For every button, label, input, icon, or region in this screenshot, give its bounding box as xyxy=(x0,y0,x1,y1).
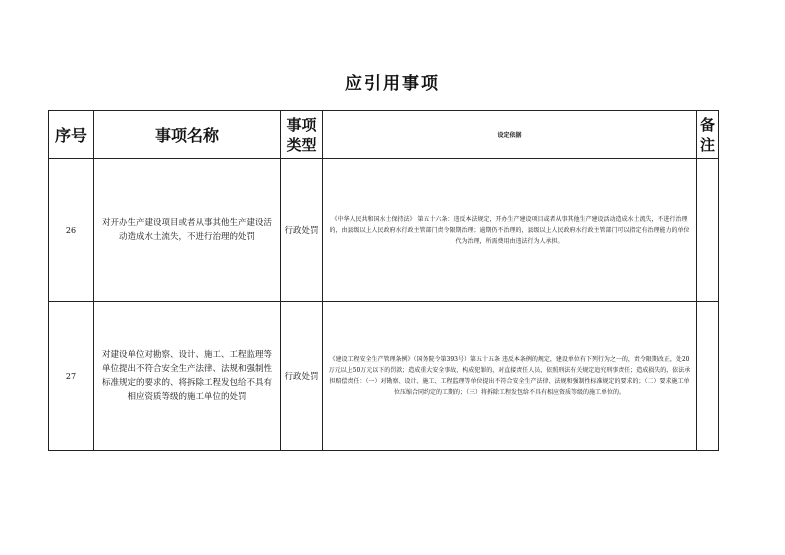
header-row xyxy=(49,111,719,159)
header-note-line2: 注 xyxy=(699,135,715,154)
header-item-type xyxy=(281,111,323,159)
header-type-line1: 事项 xyxy=(286,115,317,134)
row-number: 26 xyxy=(49,159,94,302)
table-row xyxy=(49,302,719,451)
table-row xyxy=(49,159,719,302)
page-title: 应引用事项 xyxy=(345,74,440,94)
row-item-type: 行政处罚 xyxy=(281,302,323,451)
row-legal-basis: 《中华人民共和国水土保持法》 第五十六条：违反本法规定，开办生产建设项目或者从事其他生产建设活动造成水土流失，不进行治理的，由县级以上人民政府水行政主管部门责令限期治理；逾期仍不治理的，县级以上人民政府水行政主管部门可以指定有治理能力的单位代为治理，所需费用由违法行为人承担。 xyxy=(323,159,697,302)
row-item-name: 对开办生产建设项目或者从事其他生产建设活动造成水土流失，不进行治理的处罚 xyxy=(94,159,281,302)
row-legal-basis: 《建设工程安全生产管理条例》（国务院令第393号）第五十五条 违反本条例的规定，建设单位有下列行为之一的，责令限期改正，处20万元以上50万元以下的罚款；造成重大安全事故，构成犯罪的，对直接责任人员，依照刑法有关规定追究刑事责任；造成损失的，依法承担赔偿责任：（一）对勘察、设计、施工、工程监理等单位提出不符合安全生产法律、法规和强制性标准规定的要求的；（二）要求施工单位压缩合同约定的工期的；（三）将拆除工程发包给不具有相应资质等级的施工单位的。 xyxy=(323,302,697,451)
row-item-name: 对建设单位对勘察、设计、施工、工程监理等单位提出不符合安全生产法律、法规和强制性标准规定的要求的、将拆除工程发包给不具有相应资质等级的施工单位的处罚 xyxy=(94,302,281,451)
header-item-name: 事项名称 xyxy=(94,111,281,159)
header-remarks xyxy=(697,111,719,159)
row-remarks xyxy=(697,159,719,302)
header-note-line1: 备 xyxy=(699,115,715,134)
row-remarks xyxy=(697,302,719,451)
header-legal-basis: 设定依据 xyxy=(323,111,697,159)
header-number: 序号 xyxy=(49,111,94,159)
row-number: 27 xyxy=(49,302,94,451)
row-item-type: 行政处罚 xyxy=(281,159,323,302)
header-type-line2: 类型 xyxy=(286,135,317,154)
items-table xyxy=(48,110,719,451)
